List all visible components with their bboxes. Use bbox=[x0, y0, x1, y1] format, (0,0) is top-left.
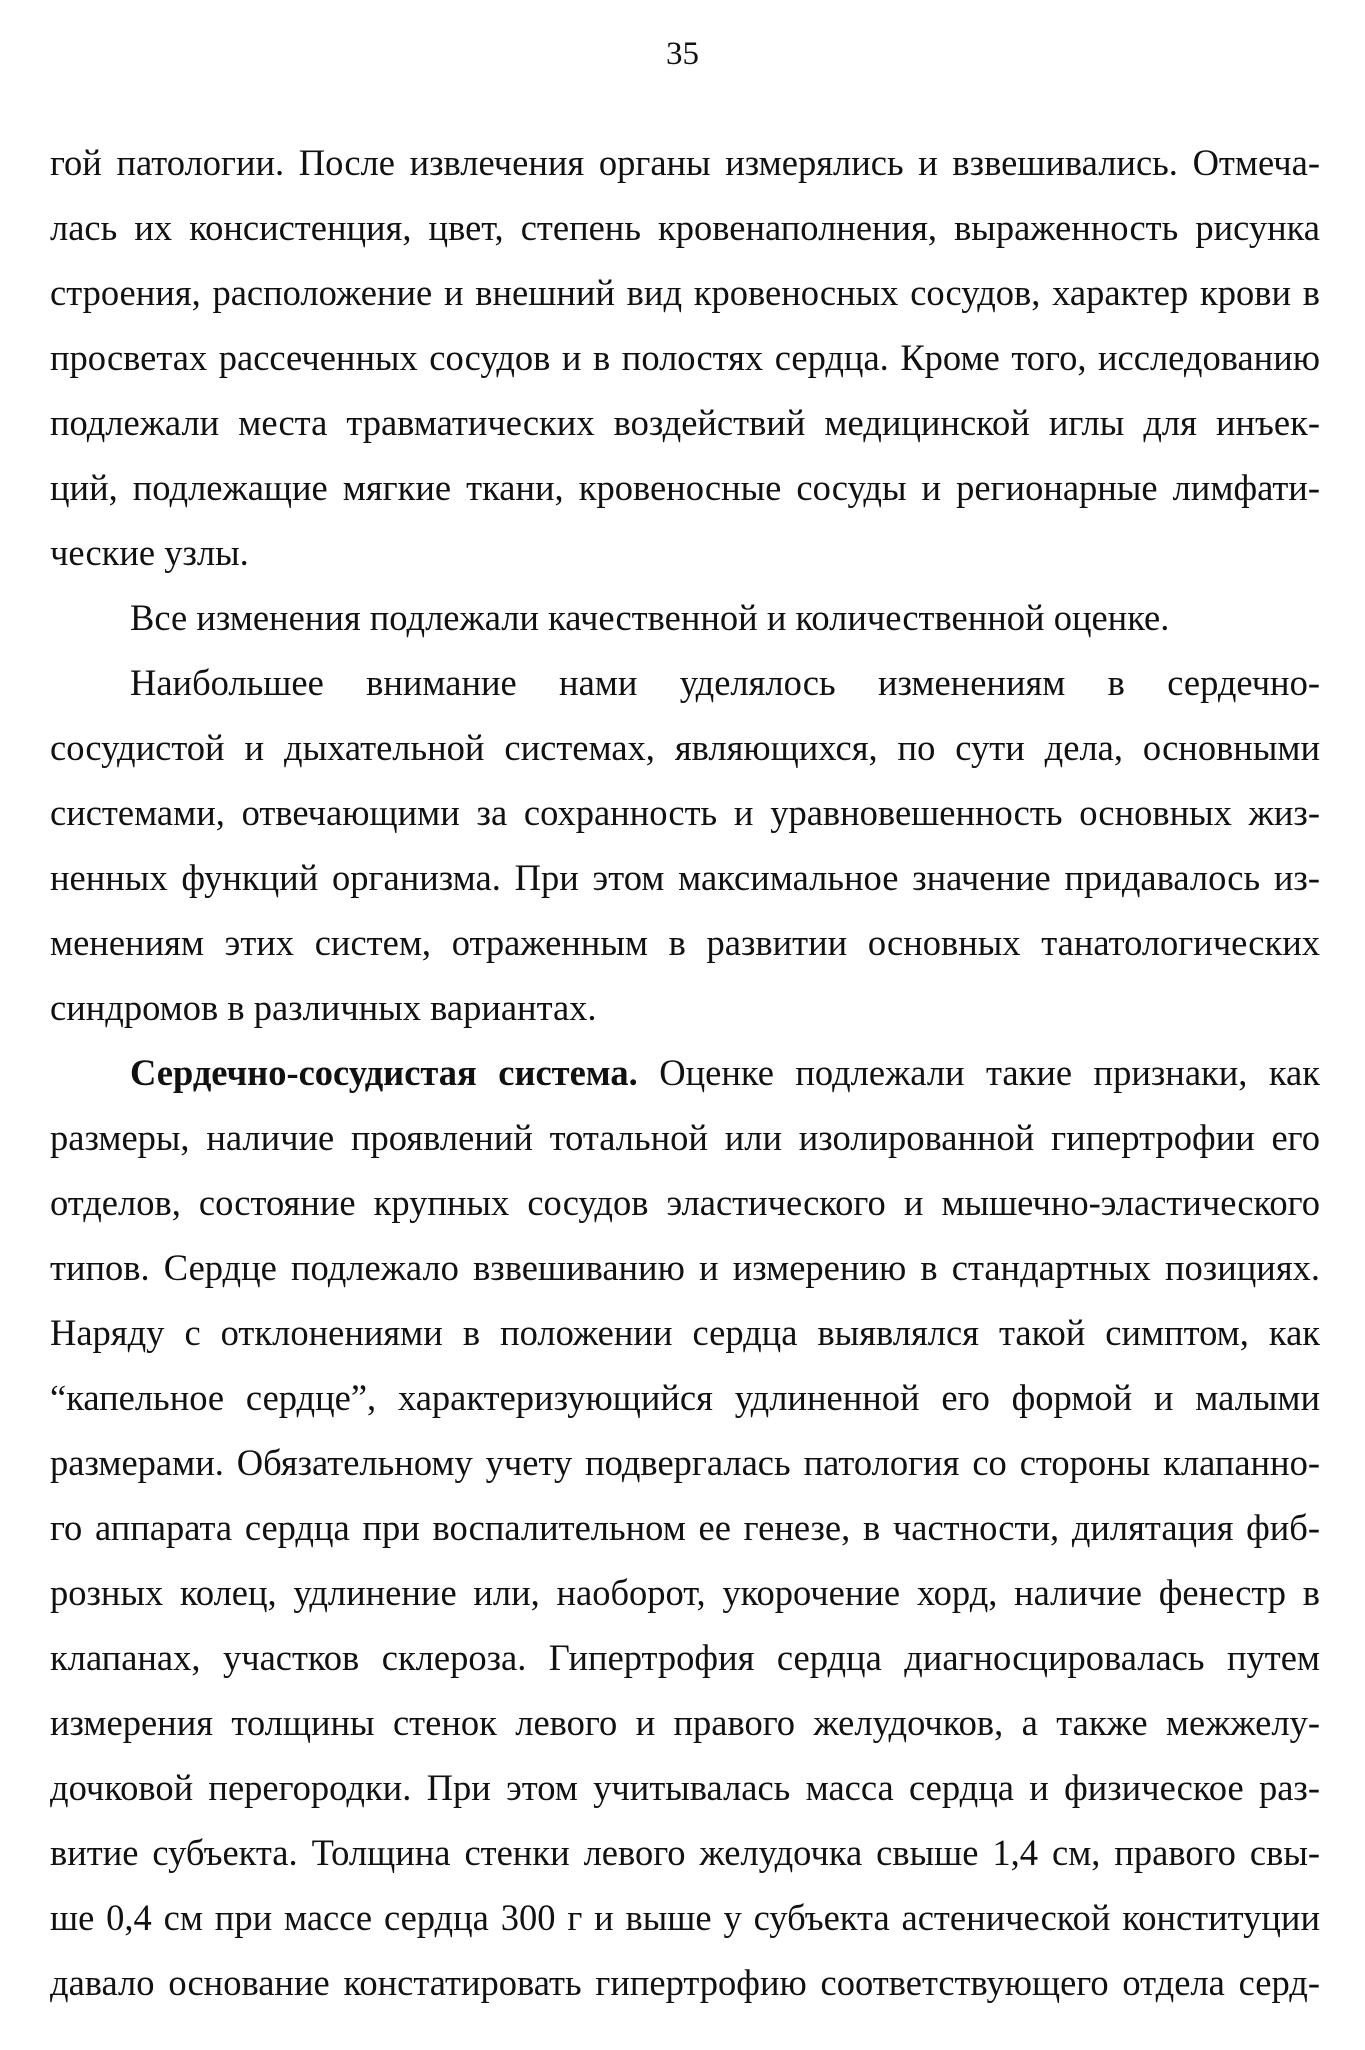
text-line: ций, подлежащие мягкие ткани, кровеносные сосуды и регионарные лимфати- bbox=[50, 467, 1320, 508]
text-line: давало основание констатировать гипертрофию соответствующего отдела серд- bbox=[50, 1962, 1320, 2003]
text-line: синдромов в различных вариантах. bbox=[50, 987, 597, 1028]
paragraph-3 bbox=[50, 650, 1320, 1040]
text-line: ше 0,4 см при массе сердца 300 г и выше у субъекта астенической конституции bbox=[50, 1897, 1320, 1938]
text-line: Все изменения подлежали качественной и количественной оценке. bbox=[130, 597, 1170, 638]
text-line: клапанах, участков склероза. Гипертрофия сердца диагносцировалась путем bbox=[50, 1637, 1320, 1678]
text-line: ческие узлы. bbox=[50, 532, 249, 573]
text-line: витие субъекта. Толщина стенки левого желудочка свыше 1,4 см, правого свы- bbox=[50, 1832, 1320, 1873]
text-line: гой патологии. После извлечения органы измерялись и взвешивались. Отмеча- bbox=[50, 142, 1320, 183]
page-number: 35 bbox=[666, 36, 699, 72]
paragraph-1 bbox=[50, 130, 1320, 585]
text-line: размеры, наличие проявлений тотальной или изолированной гипертрофии его bbox=[50, 1117, 1320, 1158]
text-run: Оценке подлежали такие признаки, как bbox=[637, 1052, 1320, 1093]
text-line: Наибольшее внимание нами уделялось изменениям в сердечно- bbox=[130, 662, 1320, 703]
text-line: го аппарата сердца при воспалительном ее генезе, в частности, дилятация фиб- bbox=[50, 1507, 1320, 1548]
section-heading: Сердечно-сосудистая система. bbox=[130, 1052, 638, 1093]
text-line: дочковой перегородки. При этом учитывалась масса сердца и физическое раз- bbox=[50, 1767, 1320, 1808]
text-line: менениям этих систем, отраженным в развитии основных танатологических bbox=[50, 922, 1320, 963]
text-line: строения, расположение и внешний вид кровеносных сосудов, характер крови в bbox=[50, 272, 1320, 313]
text-line: ненных функций организма. При этом максимальное значение придавалось из- bbox=[50, 857, 1320, 898]
body-text bbox=[50, 130, 1320, 2015]
text-line: Наряду с отклонениями в положении сердца выявлялся такой симптом, как bbox=[50, 1312, 1320, 1353]
text-line: сосудистой и дыхательной системах, являющихся, по сути дела, основными bbox=[50, 727, 1320, 768]
paragraph-2 bbox=[50, 585, 1320, 650]
text-line: розных колец, удлинение или, наоборот, укорочение хорд, наличие фенестр в bbox=[50, 1572, 1320, 1613]
text-line: типов. Сердце подлежало взвешиванию и измерению в стандартных позициях. bbox=[50, 1247, 1320, 1288]
text-line: лась их консистенция, цвет, степень кровенаполнения, выраженность рисунка bbox=[50, 207, 1320, 248]
text-line: системами, отвечающими за сохранность и уравновешенность основных жиз- bbox=[50, 792, 1320, 833]
paragraph-4 bbox=[50, 1040, 1320, 2015]
text-line: “капельное сердце”, характеризующийся удлиненной его формой и малыми bbox=[50, 1377, 1320, 1418]
text-line: просветах рассеченных сосудов и в полостях сердца. Кроме того, исследованию bbox=[50, 337, 1320, 378]
text-line: подлежали места травматических воздействий медицинской иглы для инъек- bbox=[50, 402, 1320, 443]
text-line: размерами. Обязательному учету подвергалась патология со стороны клапанно- bbox=[50, 1442, 1320, 1483]
text-line bbox=[50, 1040, 1320, 1105]
text-line: отделов, состояние крупных сосудов эластического и мышечно-эластического bbox=[50, 1182, 1320, 1223]
text-line: измерения толщины стенок левого и правого желудочков, а также межжелу- bbox=[50, 1702, 1320, 1743]
